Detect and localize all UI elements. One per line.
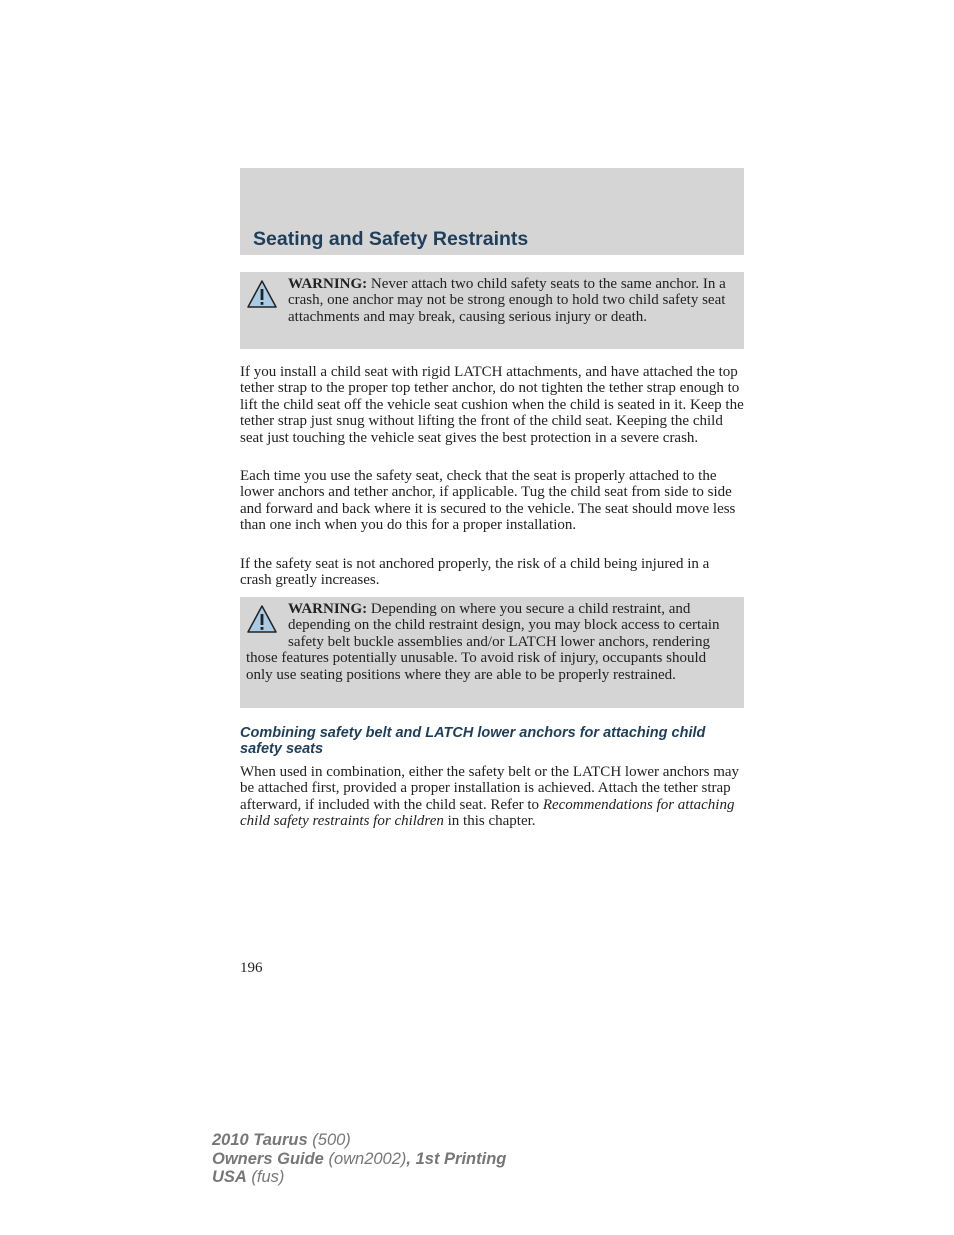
print-footer	[212, 1131, 506, 1187]
warning-box-2	[240, 597, 744, 708]
paragraph-combination	[240, 764, 744, 830]
section-header-band	[240, 168, 744, 255]
subsection-heading: Combining safety belt and LATCH lower anchors for attaching child safety seats	[240, 725, 706, 758]
section-title: Seating and Safety Restraints	[253, 228, 529, 250]
paragraph-text-end: in this chapter.	[443, 813, 536, 830]
warning-label: WARNING:	[288, 276, 368, 292]
footer-model: 2010 Taurus	[212, 1131, 308, 1149]
footer-model-code: (500)	[307, 1131, 351, 1149]
footer-line-model	[212, 1131, 506, 1150]
warning-label: WARNING:	[288, 601, 368, 617]
footer-guide-code: (own2002)	[323, 1149, 407, 1168]
paragraph-text: When used in combination, either the safety belt or the LATCH lower anchors may be attached first, provided a proper installation is achieved. Attach the tether strap afterward, if included with the child seat. Refer to	[240, 764, 740, 813]
warning-triangle-icon	[246, 279, 278, 309]
warning-text: Depending on where you secure a child restraint, and depending on the child restraint design, you may block access to certain safety belt buckle assemblies and/or LATCH lower anchors, rendering those features potentially unusable. To avoid risk of injury, occupants should only use seating positions where they are able to be properly restrained.	[246, 601, 720, 683]
warning-text: Never attach two child safety seats to the same anchor. In a crash, one anchor may not be strong enough to hold two child safety seat attachments and may break, causing serious injury or death.	[288, 276, 726, 325]
chapter-reference: Recommendations for attaching child safety restraints for children	[240, 796, 735, 830]
page-number: 196	[240, 960, 263, 976]
footer-market-code: (fus)	[246, 1168, 285, 1186]
paragraph-anchor-risk: If the safety seat is not anchored properly, the risk of a child being injured in a crash greatly increases.	[240, 556, 710, 589]
footer-market: USA	[212, 1168, 247, 1186]
footer-guide: Owners Guide	[212, 1149, 324, 1168]
warning-triangle-icon	[246, 604, 278, 634]
footer-line-guide	[212, 1150, 506, 1169]
paragraph-latch-tether: If you install a child seat with rigid LATCH attachments, and have attached the top tether strap to the proper top tether anchor, do not tighten the tether strap enough to lift the child seat off the vehicle seat cushion when the child is seated in it. Keep the tether strap just snug without lifting the front of the child seat. Keeping the child seat just touching the vehicle seat gives the best protection in a severe crash.	[240, 364, 744, 446]
footer-printing: , 1st Printing	[406, 1149, 507, 1168]
paragraph-check-seat: Each time you use the safety seat, check that the seat is properly attached to the lower anchors and tether anchor, if applicable. Tug the child seat from side to side and forward and back where it is secured to the vehicle. The seat should move less than one inch when you do this for a proper installation.	[240, 468, 736, 534]
warning-box-1	[240, 272, 744, 349]
footer-line-market	[212, 1168, 506, 1187]
